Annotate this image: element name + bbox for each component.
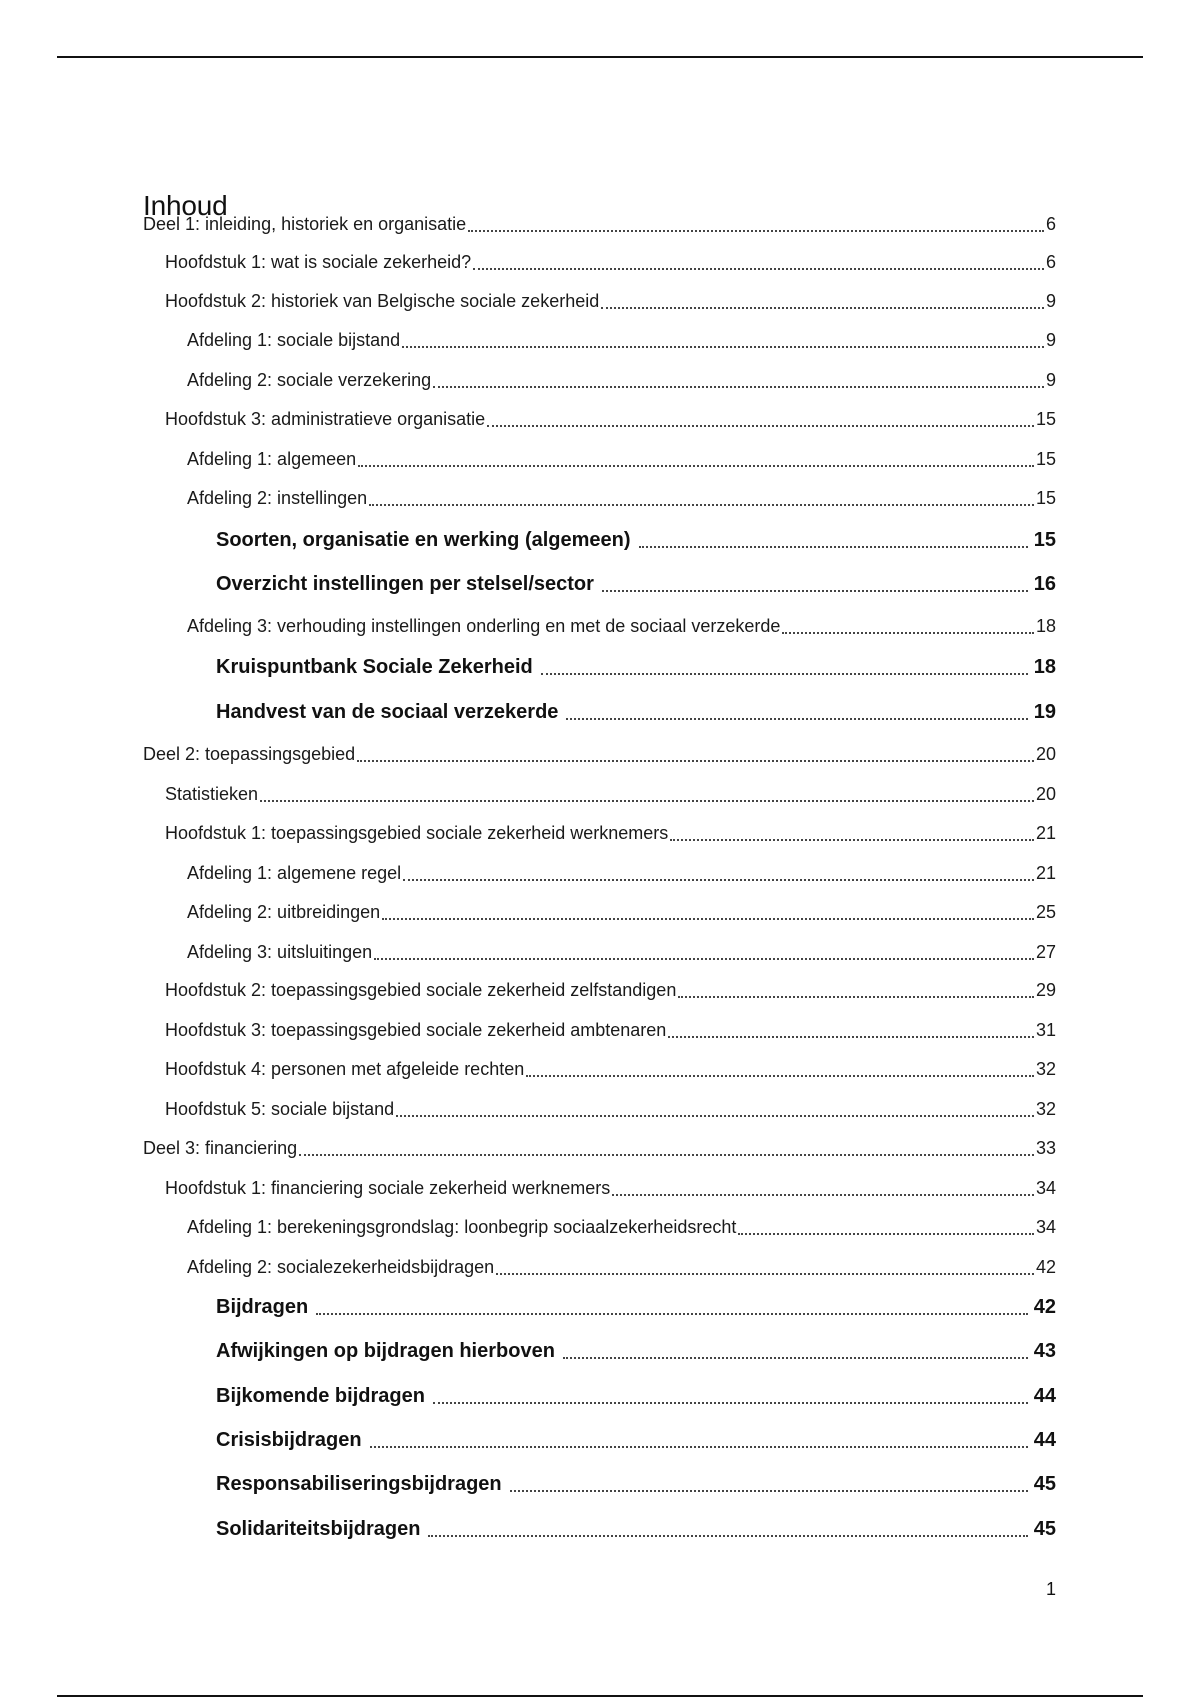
toc-entry[interactable] [165,1054,1056,1084]
toc-entry[interactable] [165,286,1056,316]
toc-entry-page: 27 [1035,942,1056,962]
toc-entry[interactable] [187,897,1056,927]
toc-entry-page: 18 [1035,616,1056,636]
toc-entry-page: 6 [1045,252,1056,272]
toc-entry[interactable] [187,325,1056,355]
toc-dot-leader [563,1357,1028,1359]
toc-entry-label: Afdeling 1: berekeningsgrondslag: loonbegrip sociaalzekerheidsrecht [187,1217,737,1237]
toc-entry[interactable] [216,1336,1056,1366]
toc-entry[interactable] [187,611,1056,641]
toc-dot-leader [510,1490,1028,1492]
toc-entry[interactable] [165,779,1056,809]
toc-entry-page: 34 [1035,1178,1056,1198]
toc-dot-leader [396,1115,1034,1117]
toc-entry[interactable] [216,1514,1056,1544]
toc-entry-page: 45 [1033,1518,1056,1540]
toc-entry-page: 9 [1045,370,1056,390]
toc-entry-label: Hoofdstuk 5: sociale bijstand [165,1099,395,1119]
toc-entry-page: 21 [1035,823,1056,843]
toc-entry[interactable] [216,1425,1056,1455]
toc-entry-page: 9 [1045,330,1056,350]
toc-entry[interactable] [165,404,1056,434]
toc-entry[interactable] [216,1469,1056,1499]
toc-dot-leader [541,673,1028,675]
toc-entry-label: Bijdragen [216,1296,309,1318]
toc-entry[interactable] [187,444,1056,474]
toc-entry-label: Afdeling 3: uitsluitingen [187,942,373,962]
toc-dot-leader [433,386,1044,388]
toc-entry-page: 34 [1035,1217,1056,1237]
toc-entry-label: Deel 1: inleiding, historiek en organisatie [143,214,467,234]
toc-entry-label: Hoofdstuk 1: financiering sociale zekerheid werknemers [165,1178,611,1198]
toc-dot-leader [566,718,1027,720]
toc-entry[interactable] [143,1133,1056,1163]
toc-dot-leader [299,1154,1034,1156]
toc-dot-leader [601,307,1044,309]
toc-entry-page: 15 [1035,488,1056,508]
toc-entry-page: 19 [1033,701,1056,723]
toc-entry[interactable] [216,525,1056,555]
toc-entry[interactable] [165,1094,1056,1124]
toc-entry[interactable] [143,739,1056,769]
toc-dot-leader [369,504,1034,506]
toc-entry-label: Afdeling 2: instellingen [187,488,368,508]
toc-dot-leader [370,1446,1028,1448]
toc-dot-leader [358,465,1034,467]
toc-dot-leader [374,958,1034,960]
toc-entry-label: Afdeling 1: algemene regel [187,863,402,883]
toc-dot-leader [382,918,1034,920]
toc-entry-page: 33 [1035,1138,1056,1158]
toc-dot-leader [526,1075,1034,1077]
toc-entry-page: 42 [1033,1296,1056,1318]
toc-entry-label: Kruispuntbank Sociale Zekerheid [216,656,533,678]
toc-entry-label: Hoofdstuk 2: toepassingsgebied sociale zekerheid zelfstandigen [165,980,677,1000]
toc-entry-page: 44 [1033,1429,1056,1451]
toc-entry-page: 42 [1035,1257,1056,1277]
toc-dot-leader [668,1036,1034,1038]
toc-entry[interactable] [187,858,1056,888]
toc-entry-label: Statistieken [165,784,259,804]
toc-dot-leader [468,230,1044,232]
toc-entry-page: 32 [1035,1059,1056,1079]
toc-dot-leader [602,590,1028,592]
toc-entry-label: Afdeling 2: uitbreidingen [187,902,381,922]
toc-entry[interactable] [143,209,1056,239]
toc-entry-page: 18 [1033,656,1056,678]
toc-entry-label: Deel 2: toepassingsgebied [143,744,356,764]
toc-entry-page: 21 [1035,863,1056,883]
toc-entry-page: 29 [1035,980,1056,1000]
toc-entry-page: 20 [1035,784,1056,804]
toc-entry-page: 31 [1035,1020,1056,1040]
toc-dot-leader [316,1313,1028,1315]
toc-entry-page: 15 [1035,409,1056,429]
toc-entry[interactable] [187,1212,1056,1242]
toc-entry[interactable] [216,1292,1056,1322]
footer-rule [57,1695,1143,1697]
toc-dot-leader [782,632,1034,634]
toc-entry[interactable] [165,1015,1056,1045]
toc-entry[interactable] [165,247,1056,277]
toc-title: Inhoud [143,189,228,221]
toc-entry-page: 32 [1035,1099,1056,1119]
toc-dot-leader [612,1194,1034,1196]
toc-entry-page: 44 [1033,1385,1056,1407]
toc-entry[interactable] [187,365,1056,395]
toc-dot-leader [670,839,1034,841]
toc-entry-label: Hoofdstuk 3: toepassingsgebied sociale zekerheid ambtenaren [165,1020,667,1040]
toc-entry-page: 16 [1033,573,1056,595]
toc-entry-page: 20 [1035,744,1056,764]
toc-entry[interactable] [187,1252,1056,1282]
toc-dot-leader [738,1233,1034,1235]
toc-entry-label: Hoofdstuk 4: personen met afgeleide rechten [165,1059,525,1079]
toc-entry-label: Afdeling 2: sociale verzekering [187,370,432,390]
toc-entry-label: Afwijkingen op bijdragen hierboven [216,1340,555,1362]
toc-entry[interactable] [216,697,1056,727]
toc-dot-leader [639,546,1028,548]
toc-entry-label: Hoofdstuk 3: administratieve organisatie [165,409,486,429]
toc-entry-label: Crisisbijdragen [216,1429,362,1451]
toc-entry[interactable] [165,975,1056,1005]
toc-entry[interactable] [216,652,1056,682]
toc-dot-leader [402,346,1044,348]
toc-entry-label: Hoofdstuk 2: historiek van Belgische sociale zekerheid [165,291,600,311]
toc-entry-page: 43 [1033,1340,1056,1362]
toc-entry-label: Afdeling 1: algemeen [187,449,357,469]
toc-entry-label: Handvest van de sociaal verzekerde [216,701,559,723]
toc-entry[interactable] [165,1173,1056,1203]
toc-dot-leader [496,1273,1034,1275]
toc-entry-label: Hoofdstuk 1: wat is sociale zekerheid? [165,252,472,272]
toc-entry-page: 15 [1035,449,1056,469]
toc-entry-page: 6 [1045,214,1056,234]
toc-dot-leader [473,268,1044,270]
toc-entry-label: Afdeling 2: socialezekerheidsbijdragen [187,1257,495,1277]
toc-entry[interactable] [165,818,1056,848]
toc-dot-leader [487,425,1034,427]
toc-dot-leader [260,800,1034,802]
toc-entry-page: 9 [1045,291,1056,311]
toc-entry-label: Overzicht instellingen per stelsel/sector [216,573,594,595]
toc-entry-label: Afdeling 3: verhouding instellingen onderling en met de sociaal verzekerde [187,616,781,636]
toc-entry[interactable] [216,569,1056,599]
toc-entry-page: 25 [1035,902,1056,922]
toc-entry-label: Solidariteitsbijdragen [216,1518,421,1540]
toc-entry-label: Soorten, organisatie en werking (algemeen) [216,529,631,551]
toc-dot-leader [357,760,1034,762]
toc-entry-label: Responsabiliseringsbijdragen [216,1473,502,1495]
toc-entry-label: Deel 3: financiering [143,1138,298,1158]
toc-entry-label: Afdeling 1: sociale bijstand [187,330,401,350]
toc-dot-leader [428,1535,1027,1537]
page-number: 1 [1045,1579,1056,1599]
toc-entry[interactable] [187,937,1056,967]
toc-entry-label: Bijkomende bijdragen [216,1385,425,1407]
toc-entry-page: 45 [1033,1473,1056,1495]
toc-entry-page: 15 [1033,529,1056,551]
toc-entry-label: Hoofdstuk 1: toepassingsgebied sociale zekerheid werknemers [165,823,669,843]
toc-dot-leader [433,1402,1028,1404]
toc-entry[interactable] [216,1381,1056,1411]
toc-dot-leader [678,996,1034,998]
toc-entry[interactable] [187,483,1056,513]
toc-dot-leader [403,879,1034,881]
